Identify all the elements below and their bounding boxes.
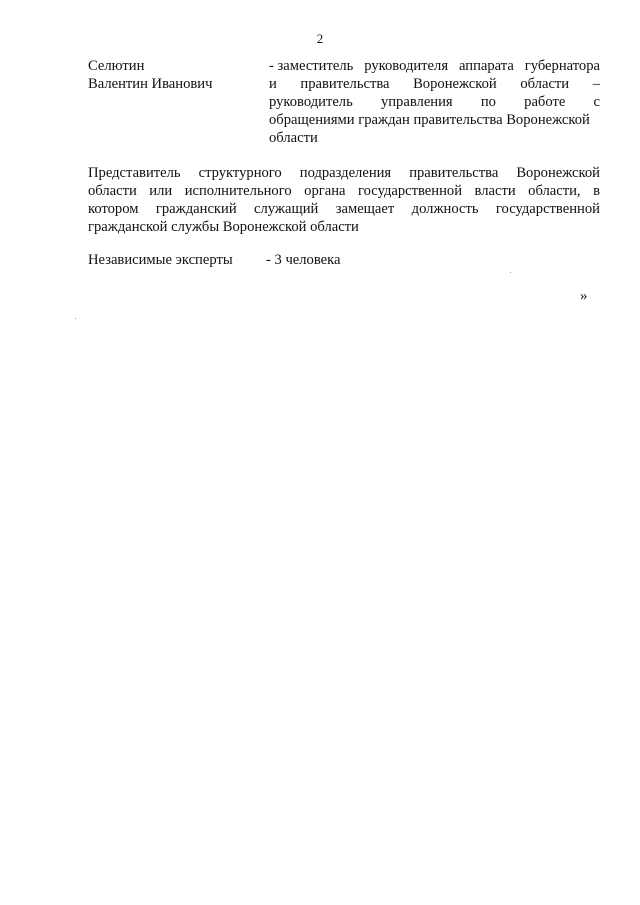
scan-speck [510, 272, 511, 273]
representative-word: структурного [198, 165, 282, 181]
closing-quotation-mark: » [580, 288, 588, 304]
representative-word: котором [88, 201, 139, 217]
role-word: правительства [300, 76, 390, 92]
experts-count: - 3 человека [266, 252, 341, 268]
representative-word: в [593, 183, 600, 199]
representative-word: области [88, 183, 137, 199]
role-word: Воронежской [413, 76, 497, 92]
role-word: работе [524, 94, 566, 110]
experts-label: Независимые эксперты [88, 252, 233, 268]
role-word: - заместитель [269, 58, 354, 74]
representative-word: подразделения [299, 165, 392, 181]
representative-line [88, 200, 600, 218]
representative-paragraph [88, 164, 600, 236]
member-role-description [269, 57, 600, 147]
role-word: аппарата [458, 58, 514, 74]
role-line [269, 57, 600, 75]
role-word: руководитель [269, 94, 353, 110]
role-line: обращениями граждан правительства Воронежской [269, 112, 590, 128]
representative-word: государственной [495, 201, 600, 217]
representative-line [88, 164, 600, 182]
representative-line [88, 182, 600, 200]
independent-experts-entry [88, 251, 600, 269]
role-word: по [480, 94, 496, 110]
representative-word: должность [411, 201, 479, 217]
representative-word: гражданский [155, 201, 237, 217]
representative-word: государственной [358, 183, 463, 199]
representative-word: правительства [409, 165, 499, 181]
role-word: губернатора [524, 58, 600, 74]
role-word: управления [380, 94, 453, 110]
representative-word: замещает [335, 201, 395, 217]
representative-line: гражданской службы Воронежской области [88, 219, 359, 235]
representative-word: служащий [254, 201, 319, 217]
member-given-names: Валентин Иванович [88, 76, 213, 92]
role-word: и [269, 76, 277, 92]
role-word: – [592, 76, 600, 92]
representative-word: Воронежской [516, 165, 600, 181]
scan-speck [75, 318, 76, 319]
representative-word: исполнительного [184, 183, 292, 199]
role-word: области [520, 76, 570, 92]
representative-word: или [149, 183, 173, 199]
role-line [269, 75, 600, 93]
member-surname: Селютин [88, 58, 145, 74]
role-line [269, 93, 600, 111]
representative-word: Представитель [88, 165, 181, 181]
representative-word: органа [304, 183, 346, 199]
representative-word: области, [528, 183, 581, 199]
role-word: руководителя [364, 58, 449, 74]
page-number: 2 [316, 31, 324, 46]
role-line: области [269, 130, 318, 146]
member-name [88, 57, 268, 93]
role-word: с [593, 94, 600, 110]
representative-word: власти [474, 183, 516, 199]
